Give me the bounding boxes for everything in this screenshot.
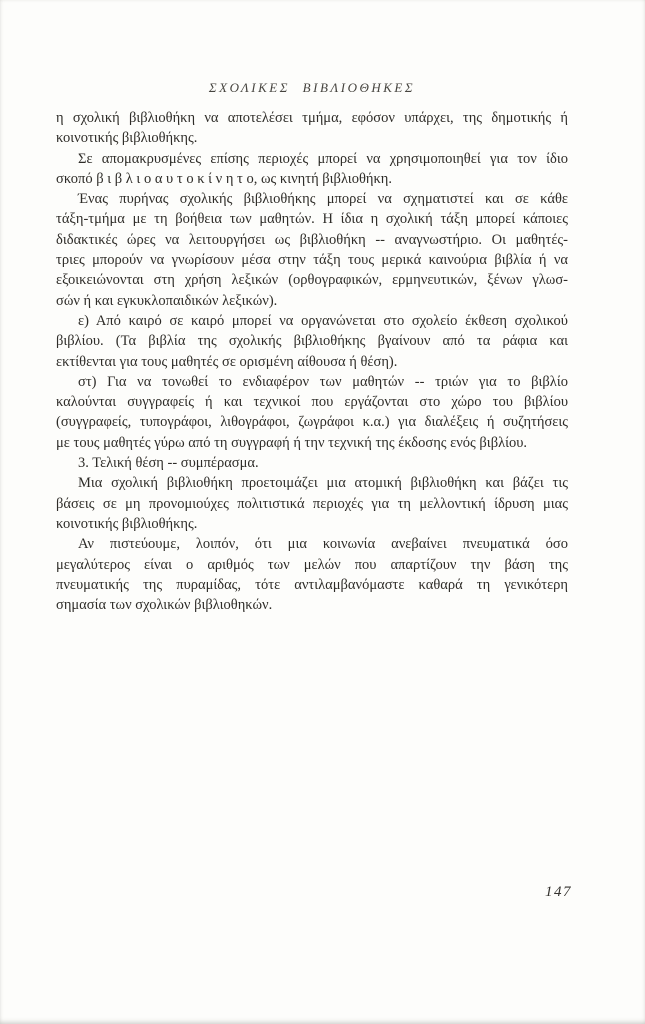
- text-line: τριες μπορούν να γνωρίσουν μέσα στην τάξη τους μερικά καινούρια βιβλία ή να: [56, 252, 568, 269]
- text-line: σκοπό β ι β λ ι ο α υ τ ο κ ί ν η τ ο, ως κινητή βιβλιοθήκη.: [56, 170, 392, 187]
- paragraph: [56, 149, 568, 190]
- text-line: ε) Από καιρό σε καιρό μπορεί να οργανώνεται στο σχολείο έκθεση σχολικού: [78, 312, 568, 329]
- text-line: τάξη-τμήμα με τη βοήθεια των μαθητών. Η ίδια η σχολική τάξη μπορεί κάποιες: [56, 211, 568, 228]
- text-line: μεγαλύτερος είναι ο αριθμός των μελών που απαρτίζουν την βάση της: [56, 556, 568, 573]
- text-line: σημασία των σχολικών βιβλιοθηκών.: [56, 597, 273, 614]
- text-line: βάσεις σε μη προνομιούχες πολιτιστικά περιοχές για τη μελλοντική ίδρυση μιας: [56, 495, 568, 512]
- text-line: Αν πιστεύουμε, λοιπόν, ότι μια κοινωνία ανεβαίνει πνευματικά όσο: [78, 536, 568, 553]
- text-line: πνευματικής της πυραμίδας, τότε αντιλαμβανόμαστε καθαρά τη γενικότερη: [56, 576, 568, 593]
- text-line: κοινοτικής βιβλιοθήκης.: [56, 515, 198, 532]
- text-line: εκτίθενται για τους μαθητές σε ορισμένη αίθουσα ή θέση).: [56, 353, 398, 370]
- paragraph: [56, 189, 568, 311]
- text-line: Ένας πυρήνας σχολικής βιβλιοθήκης μπορεί να σχηματιστεί και σε κάθε: [78, 191, 568, 208]
- paragraph: [56, 311, 568, 372]
- paragraph: [56, 534, 568, 615]
- text-line: Μια σχολική βιβλιοθήκη προετοιμάζει μια ατομική βιβλιοθήκη και βάζει τις: [78, 475, 568, 492]
- text-line: εξοικειώνονται στη χρήση λεξικών (ορθογραφικών, ερμηνευτικών, ξένων γλωσ-: [56, 272, 568, 289]
- text-line: με τους μαθητές γύρω από τη συγγραφή ή την τεχνική της έκδοσης ενός βιβλίου.: [56, 434, 528, 451]
- text-line: στ) Για να τονωθεί το ενδιαφέρον των μαθητών -- τριών για το βιβλίο: [78, 373, 568, 390]
- paragraph: [56, 108, 568, 149]
- running-header: ΣΧΟΛΙΚΕΣ ΒΙΒΛΙΟΘΗΚΕΣ: [208, 80, 416, 95]
- text-line: σών ή και εγκυκλοπαιδικών λεξικών).: [56, 292, 278, 309]
- body-text: [56, 108, 568, 615]
- paragraph: [56, 473, 568, 534]
- page-number: 147: [545, 884, 572, 900]
- paragraph: [56, 453, 568, 473]
- text-line: κοινοτικής βιβλιοθήκης.: [56, 130, 198, 147]
- text-line: 3. Τελική θέση -- συμπέρασμα.: [78, 455, 259, 472]
- text-line: Σε απομακρυσμένες επίσης περιοχές μπορεί να χρησιμοποιηθεί για τον ίδιο: [78, 150, 568, 167]
- text-line: βιβλίου. (Τα βιβλία της σχολικής βιβλιοθήκης βγαίνουν από τα ράφια και: [56, 333, 568, 350]
- text-line: καλούνται συγγραφείς ή και τεχνικοί που εργάζονται στο χώρο του βιβλίου: [56, 394, 568, 411]
- paragraph: [56, 372, 568, 453]
- text-line: (συγγραφείς, τυπογράφοι, λιθογράφοι, ζωγράφοι κ.α.) για διαλέξεις ή συζητήσεις: [56, 414, 568, 431]
- text-line: η σχολική βιβλιοθήκη να αποτελέσει τμήμα, εφόσον υπάρχει, της δημοτικής ή: [56, 110, 568, 126]
- text-line: διδακτικές ώρες να λειτουργήσει ως βιβλιοθήκη -- αναγνωστήριο. Οι μαθητές-: [56, 231, 568, 248]
